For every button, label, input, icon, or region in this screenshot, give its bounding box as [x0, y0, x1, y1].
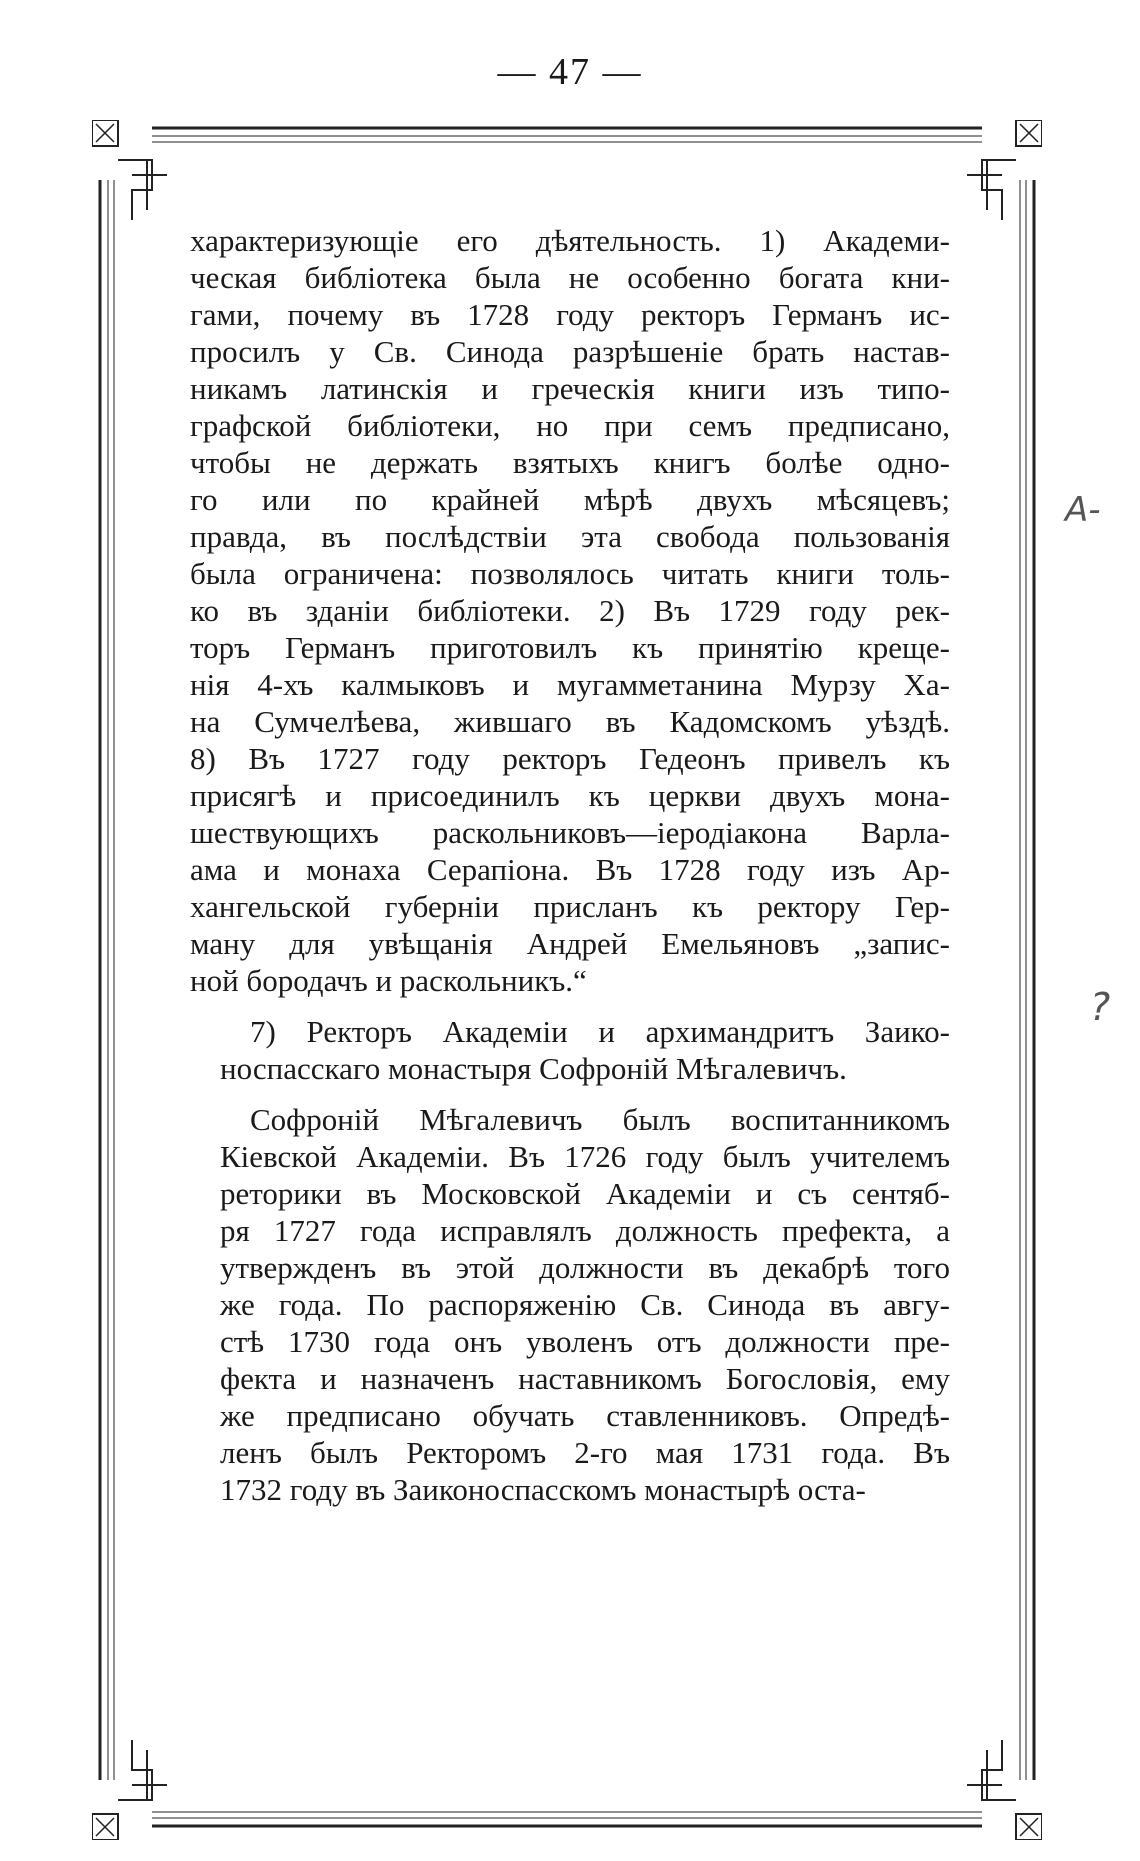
text-line: ря 1727 года исправлялъ должность префекта, а [220, 1213, 950, 1248]
text-line: ко въ зданіи библіотеки. 2) Въ 1729 году рек- [190, 593, 950, 628]
text-line: никамъ латинскія и греческія книги изъ типо- [190, 371, 950, 406]
text-line: графской библіотеки, но при семъ предписано, [190, 408, 950, 443]
text-line: стѣ 1730 года онъ уволенъ отъ должности пре- [220, 1324, 950, 1359]
text-line: гами, почему въ 1728 году ректоръ Германъ ис- [190, 297, 950, 332]
text-line: была ограничена: позволялось читать книги толь- [190, 556, 950, 591]
text-line: утвержденъ въ этой должности въ декабрѣ того [220, 1250, 950, 1285]
text-line: носпасскаго монастыря Софроній Мѣгалевичъ. [220, 1051, 847, 1086]
text-line: ленъ былъ Ректоромъ 2-го мая 1731 года. Въ [220, 1435, 950, 1470]
text-line: хангельской губерніи присланъ къ ректору Гер- [190, 889, 950, 924]
text-line: просилъ у Св. Синода разрѣшеніе брать настав- [190, 334, 950, 369]
text-line: Софроній Мѣгалевичъ былъ воспитанникомъ [250, 1102, 950, 1137]
paragraph [190, 222, 950, 999]
text-line: ческая библіотека была не особенно богата кни- [190, 260, 950, 295]
text-line: ману для увѣщанія Андрей Емельяновъ „запис- [190, 926, 950, 961]
text-line: на Сумчелѣева, жившаго въ Кадомскомъ уѣздѣ. [190, 704, 950, 739]
text-line: фекта и назначенъ наставникомъ Богословія, ему [220, 1361, 950, 1396]
text-line: Кіевской Академіи. Въ 1726 году былъ учителемъ [220, 1139, 950, 1174]
text-line: го или по крайней мѣрѣ двухъ мѣсяцевъ; [190, 482, 950, 517]
page-body [190, 222, 950, 1508]
text-line: характеризующіе его дѣятельность. 1) Академи- [190, 223, 950, 258]
text-line: чтобы не держать взятыхъ книгъ болѣе одно- [190, 445, 950, 480]
text-line: нія 4-хъ калмыковъ и мугамметанина Мурзу Ха- [190, 667, 950, 702]
text-line: присягѣ и присоединилъ къ церкви двухъ мона- [190, 778, 950, 813]
text-line: правда, въ послѣдствіи эта свобода пользованія [190, 519, 950, 554]
text-line: ама и монаха Серапіона. Въ 1728 году изъ Ар- [190, 852, 950, 887]
text-line: 1732 году въ Заиконоспасскомъ монастырѣ оста- [220, 1472, 866, 1507]
section-heading [190, 1013, 950, 1087]
paragraph [190, 1101, 950, 1508]
text-line: торъ Германъ приготовилъ къ принятію креще- [190, 630, 950, 665]
margin-note: А- [1065, 490, 1101, 530]
text-line: ной бородачъ и раскольникъ.“ [190, 963, 587, 998]
text-line: же предписано обучать ставленниковъ. Опредѣ- [220, 1398, 950, 1433]
text-line: 8) Въ 1727 году ректоръ Гедеонъ привелъ къ [190, 741, 950, 776]
text-line: шествующихъ раскольниковъ—іеродіакона Варла- [190, 815, 950, 850]
page-number: — 47 — [497, 51, 643, 93]
text-line: 7) Ректоръ Академіи и архимандритъ Заико- [250, 1014, 950, 1049]
text-line: реторики въ Московской Академіи и съ сентяб- [220, 1176, 950, 1211]
margin-note: ? [1090, 985, 1111, 1029]
text-line: же года. По распоряженію Св. Синода въ авгу- [220, 1287, 950, 1322]
